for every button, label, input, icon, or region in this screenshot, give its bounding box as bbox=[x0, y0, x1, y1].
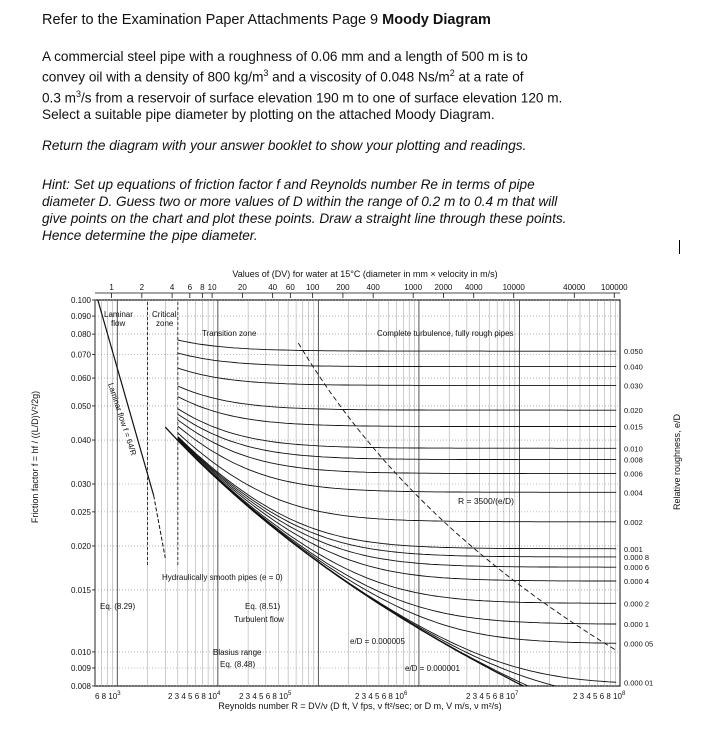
roughness-label: 0.004 bbox=[624, 488, 643, 498]
top-tick-label: 8 bbox=[200, 283, 205, 292]
y-tick-label: 0.090 bbox=[70, 312, 91, 322]
x-axis-label: Reynolds number R = DV/ν (D ft, V fps, ν ft²/sec; or D m, V m/s, ν m²/s) bbox=[218, 701, 502, 711]
laminar-flow-label: flow bbox=[111, 319, 126, 328]
x-tick-label: 6 8 $10^3$ bbox=[95, 691, 121, 701]
roughness-label: 0.001 bbox=[624, 544, 643, 554]
roughness-label: 0.000 2 bbox=[624, 599, 650, 609]
top-tick-label: 400 bbox=[366, 283, 380, 292]
roughness-label: 0.006 bbox=[624, 469, 643, 479]
top-tick-label: 2 bbox=[139, 283, 145, 292]
blasius-range-label: Blasius range bbox=[213, 648, 262, 657]
top-tick-label: 100000 bbox=[600, 283, 628, 292]
moody-diagram[interactable] bbox=[0, 262, 707, 733]
laminar-line bbox=[98, 300, 154, 495]
eq-8-51-label: Eq. (8.51) bbox=[245, 602, 281, 611]
top-tick-label: 6 bbox=[187, 283, 193, 292]
roughness-label: 0.000 6 bbox=[624, 563, 650, 573]
eq-8-48-label: Eq. (8.48) bbox=[220, 660, 256, 669]
top-tick-label: 1 bbox=[109, 283, 114, 292]
critical-zone-label: zone bbox=[156, 319, 174, 328]
roughness-curve bbox=[178, 368, 616, 385]
x-tick-label: 2 3 4 5 6 8 $10^6$ bbox=[355, 691, 408, 701]
y-tick-label: 0.015 bbox=[70, 585, 91, 595]
roughness-0-000005-label: e/D = 0.000005 bbox=[350, 637, 405, 646]
roughness-label: 0.020 bbox=[624, 406, 643, 416]
top-tick-label: 60 bbox=[285, 283, 295, 292]
roughness-curve bbox=[178, 414, 616, 459]
laminar-label: Laminar bbox=[104, 310, 133, 319]
roughness-curve bbox=[178, 386, 616, 410]
y-tick-label: 0.009 bbox=[70, 663, 91, 673]
roughness-curve bbox=[178, 409, 616, 449]
problem-statement: A commercial steel pipe with a roughness of 0.06 mm and a length of 500 m is to convey oil with a density of 800 $kg/m^3$ and a viscosity of 0.048 $Ns/m^2$ at a rate of 0.3 $m^3/s$ from a reservoir of surface elevation 190 m to one of surface elevation 120 m. Select a suitable pipe diameter by plotting on the attached Moody Diagram. bbox=[42, 49, 563, 123]
instruction-text: Return the diagram with your answer booklet to show your plotting and readings. bbox=[42, 138, 527, 153]
y-tick-label: 0.040 bbox=[70, 436, 91, 446]
top-tick-label: 20 bbox=[237, 283, 247, 292]
y-tick-label: 0.050 bbox=[70, 401, 91, 411]
roughness-curve bbox=[178, 340, 616, 351]
reynolds-boundary-label: R = 3500/(e/D) bbox=[458, 496, 514, 506]
right-axis-label: Relative roughness, e/D bbox=[672, 413, 682, 511]
top-tick-label: 200 bbox=[336, 283, 350, 292]
roughness-label: 0.030 bbox=[624, 381, 643, 391]
y-tick-label: 0.070 bbox=[70, 350, 91, 360]
y-tick-label: 0.100 bbox=[70, 296, 91, 305]
text-cursor bbox=[679, 240, 680, 254]
laminar-dashed-extension bbox=[154, 495, 166, 557]
roughness-label: 0.000 4 bbox=[624, 577, 650, 587]
y-tick-label: 0.080 bbox=[70, 330, 91, 340]
roughness-label: 0.008 bbox=[624, 455, 643, 465]
smooth-pipes-label: Hydraulically smooth pipes (e = 0) bbox=[162, 573, 283, 582]
roughness-label: 0.010 bbox=[624, 444, 643, 454]
roughness-label: 0.050 bbox=[624, 347, 643, 357]
x-tick-label: 2 3 4 5 6 8 $10^8$ bbox=[573, 691, 626, 701]
roughness-label: 0.000 05 bbox=[624, 639, 654, 649]
hint-text: Hint: Set up equations of friction factor f and Reynolds number Re in terms of pipe diameter D. Guess two or more values of D within the range of 0.2 m to 0.4 m that will give points on the chart and plot these points. Draw a straight line through these points. Hence determine the pipe diameter. bbox=[42, 177, 567, 243]
roughness-0-000001-label: e/D = 0.000001 bbox=[405, 664, 460, 673]
roughness-label: 0.015 bbox=[624, 422, 643, 432]
title-bold: Moody Diagram bbox=[382, 12, 491, 28]
x-tick-label: 2 3 4 5 6 8 $10^7$ bbox=[466, 691, 519, 701]
roughness-curve bbox=[178, 420, 616, 474]
roughness-curve bbox=[178, 439, 616, 581]
roughness-label: 0.000 8 bbox=[624, 552, 650, 562]
y-tick-label: 0.060 bbox=[70, 374, 91, 384]
critical-label: Critical bbox=[152, 310, 177, 319]
y-tick-label: 0.008 bbox=[70, 682, 91, 691]
y-tick-label: 0.020 bbox=[70, 541, 91, 551]
roughness-label: 0.040 bbox=[624, 362, 643, 372]
roughness-curve bbox=[178, 397, 616, 427]
transition-zone-label: Transition zone bbox=[202, 329, 257, 338]
top-tick-label: 40 bbox=[268, 283, 278, 292]
top-tick-label: 10000 bbox=[502, 283, 525, 292]
complete-turbulence-label: Complete turbulence, fully rough pipes bbox=[377, 329, 514, 338]
top-tick-label: 4000 bbox=[464, 283, 483, 292]
turbulent-flow-label: Turbulent flow bbox=[234, 615, 284, 624]
roughness-curve bbox=[178, 433, 616, 522]
roughness-curve bbox=[178, 353, 616, 367]
top-tick-label: 1000 bbox=[404, 283, 423, 292]
roughness-label: 0.000 1 bbox=[624, 620, 650, 630]
roughness-label: 0.002 bbox=[624, 517, 643, 527]
page-title: Refer to the Examination Paper Attachments Page 9 Moody Diagram bbox=[42, 12, 491, 28]
eq-8-29-label: Eq. (8.29) bbox=[100, 602, 136, 611]
laminar-equation-label: Laminar flow f = 64/R bbox=[106, 381, 139, 457]
x-tick-label: 2 3 4 5 6 8 $10^5$ bbox=[239, 691, 292, 701]
roughness-label: 0.000 01 bbox=[624, 678, 654, 688]
top-tick-label: 40000 bbox=[563, 283, 586, 292]
x-tick-label: 2 3 4 5 6 8 $10^4$ bbox=[168, 691, 221, 701]
top-tick-label: 10 bbox=[207, 283, 217, 292]
y-tick-label: 0.025 bbox=[70, 507, 91, 517]
plot-frame bbox=[95, 300, 620, 686]
top-tick-label: 4 bbox=[169, 283, 175, 292]
top-tick-label: 2000 bbox=[434, 283, 453, 292]
y-tick-label: 0.030 bbox=[70, 479, 91, 489]
y-tick-label: 0.010 bbox=[70, 647, 91, 657]
y-axis-label: Friction factor f = hf / ((L/D)V²/2g) bbox=[30, 390, 40, 524]
chart-title: Values of (DV) for water at 15°C (diameter in mm × velocity in m/s) bbox=[232, 269, 498, 279]
top-tick-label: 100 bbox=[305, 283, 320, 292]
